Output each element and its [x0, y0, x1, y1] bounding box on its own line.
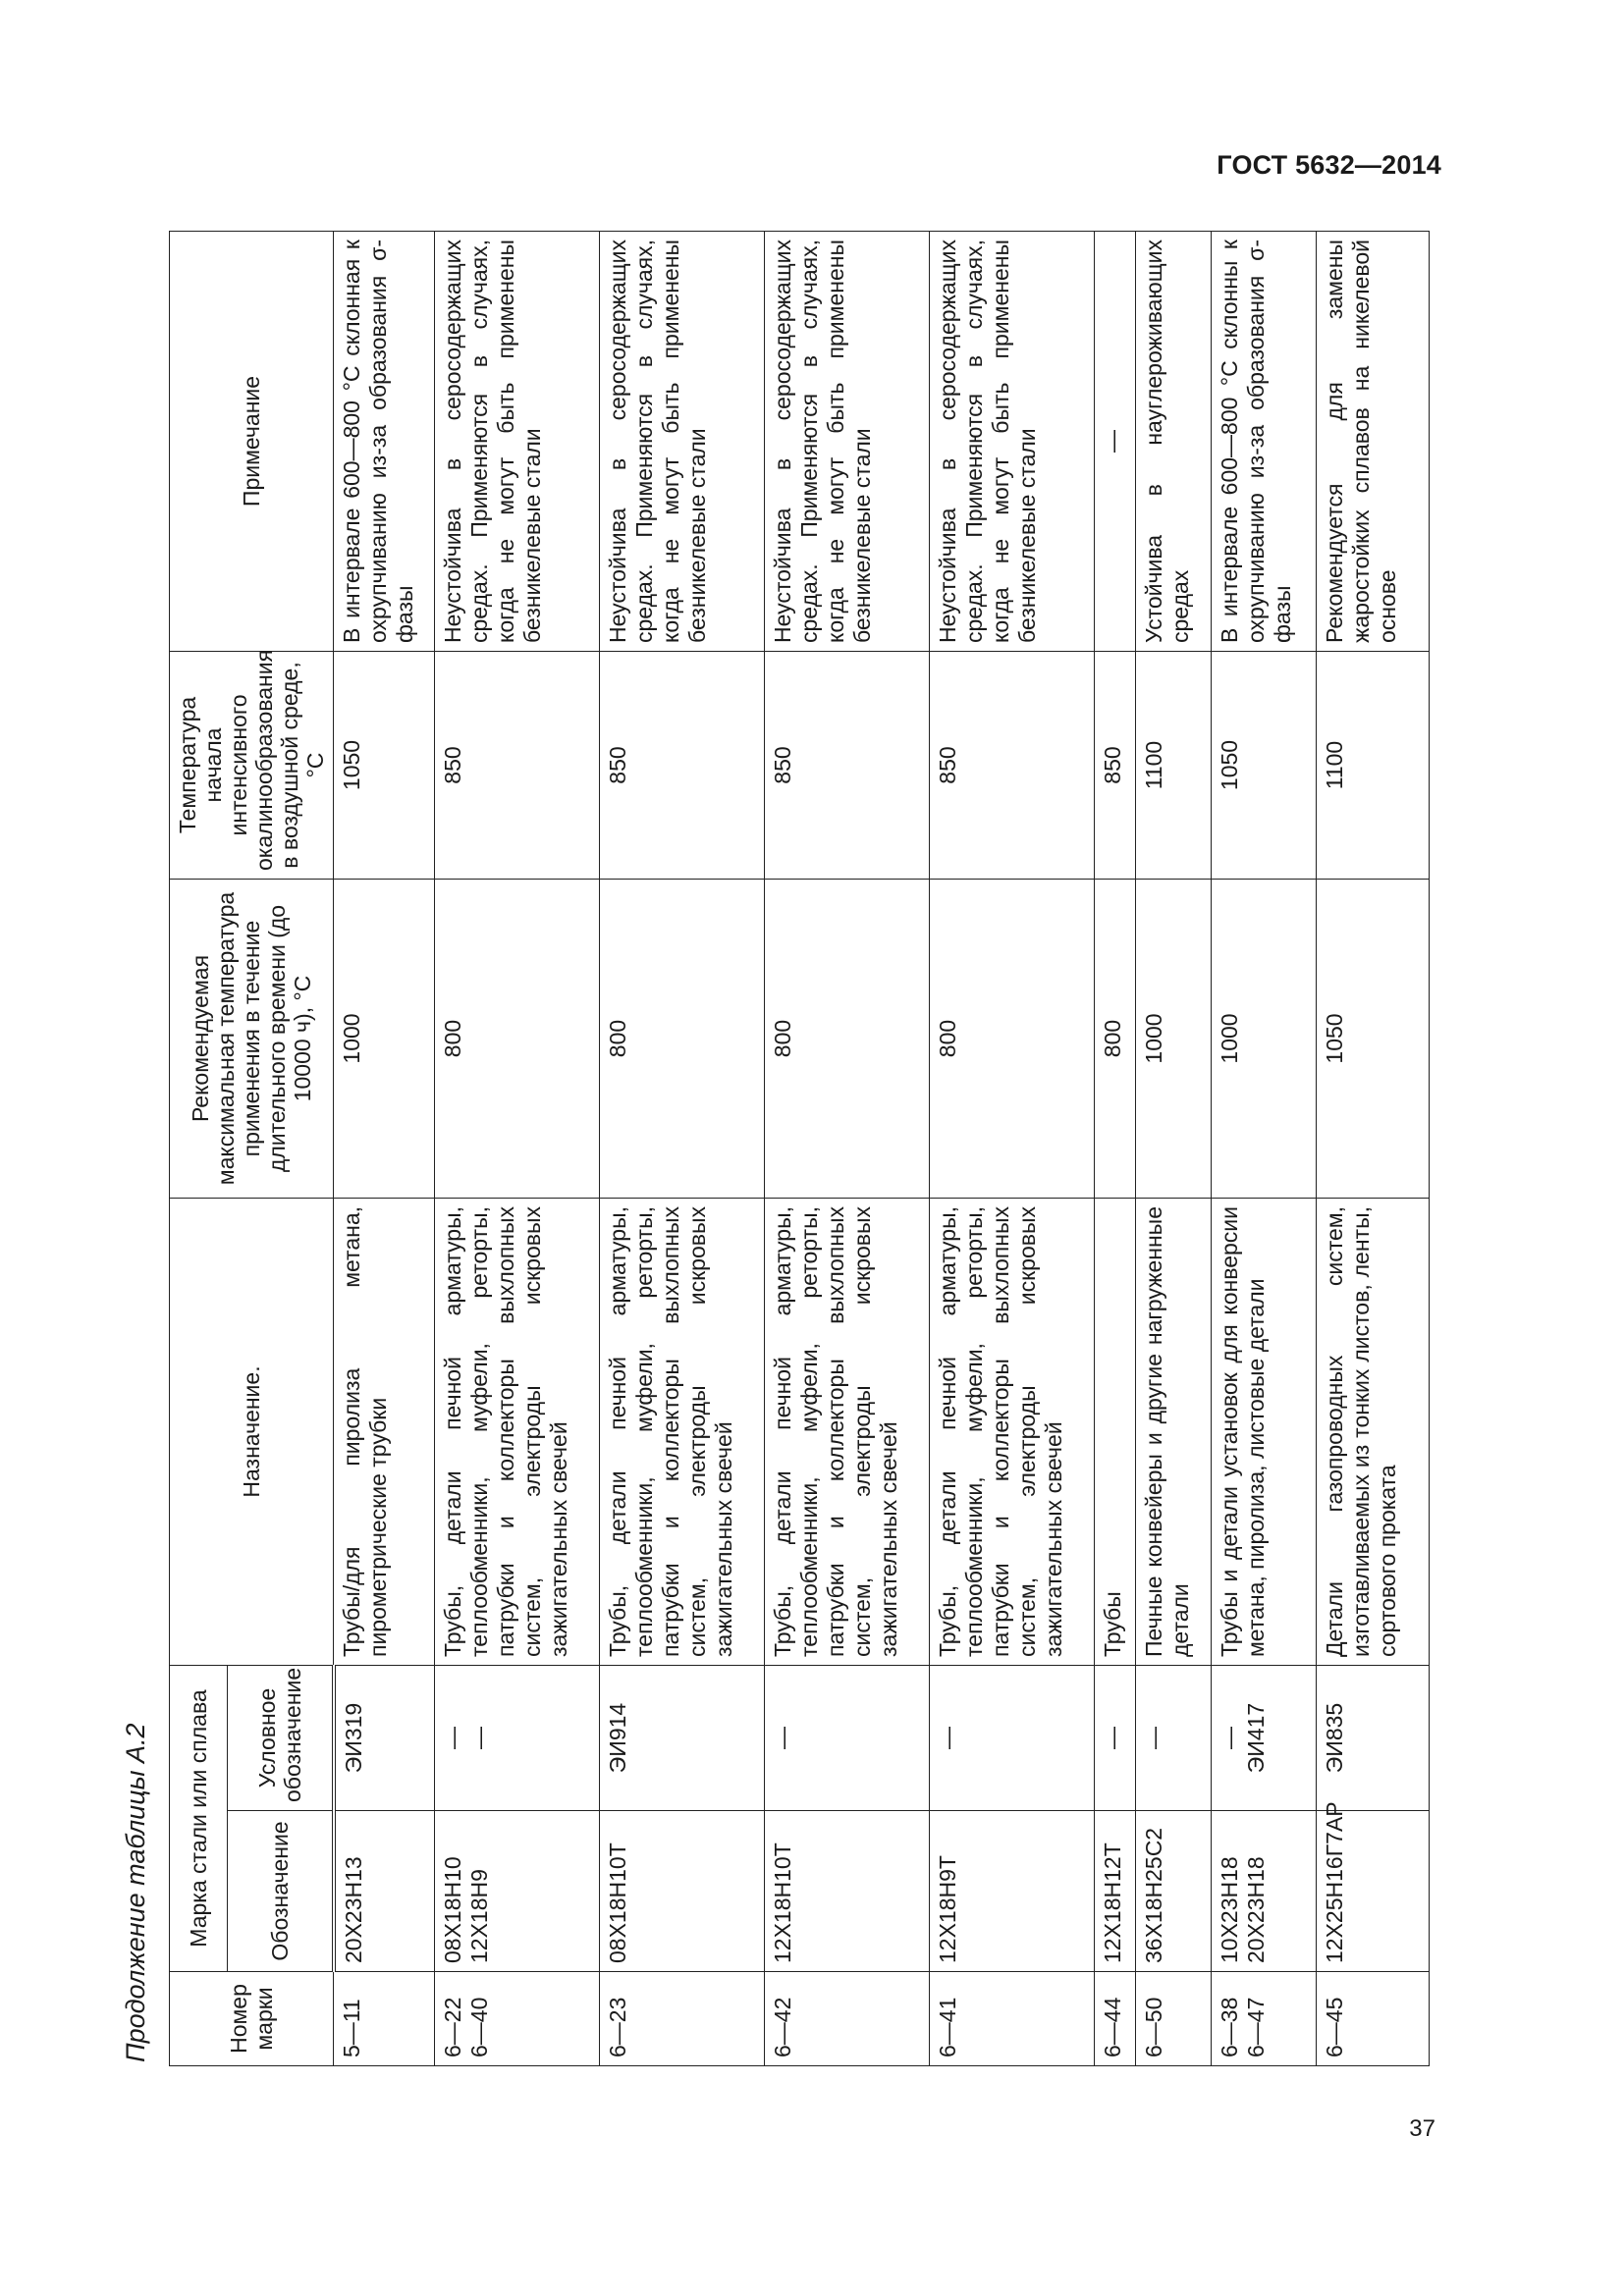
- table-row: [930, 232, 1095, 2066]
- cell-max-temp: 1000: [334, 880, 435, 1199]
- cell-conventional: ЭИ319: [334, 1666, 435, 1811]
- cell-purpose: Трубы/для пиролиза метана, пирометрические трубки: [334, 1199, 435, 1666]
- table-row: [600, 232, 765, 2066]
- cell-number: 6—50: [1136, 1972, 1212, 2066]
- cell-purpose: Трубы, детали печной арматуры, теплообменники, муфели, реторты, патрубки и коллекторы выхлопных систем, электроды искровых зажигательных свечей: [600, 1199, 765, 1666]
- cell-scale-temp: 1100: [1136, 652, 1212, 880]
- cell-conventional: ЭИ835: [1317, 1666, 1430, 1811]
- cell-designation: 10Х23Н18 20Х23Н18: [1212, 1811, 1317, 1972]
- cell-purpose: Трубы и детали установок для конверсии метана, пиролиза, листовые детали: [1212, 1199, 1317, 1666]
- cell-designation: 12Х25Н16Г7АР: [1317, 1811, 1430, 1972]
- cell-note: Рекомендуется для замены жаростойких сплавов на никелевой основе: [1317, 232, 1430, 652]
- cell-note: Устойчива в науглероживающих средах: [1136, 232, 1212, 652]
- cell-designation: 12Х18Н10Т: [765, 1811, 930, 1972]
- cell-note: Неустойчива в серосодержащих средах. Применяются в случаях, когда не могут быть применены безникелевые стали: [435, 232, 600, 652]
- col-header-grade-group: Марка стали или сплава: [170, 1666, 228, 1972]
- cell-purpose: Трубы, детали печной арматуры, теплообменники, муфели, реторты, патрубки и коллекторы выхлопных систем, электроды искровых зажигательных свечей: [765, 1199, 930, 1666]
- cell-note: —: [1095, 232, 1136, 652]
- col-header-designation: Обозначение: [228, 1811, 334, 1972]
- cell-scale-temp: 850: [1095, 652, 1136, 880]
- col-header-purpose: Назначение.: [170, 1199, 334, 1666]
- standard-header: ГОСТ 5632—2014: [1217, 150, 1441, 180]
- cell-note: Неустойчива в серосодержащих средах. Применяются в случаях, когда не могут быть применены безникелевые стали: [600, 232, 765, 652]
- cell-conventional: —: [765, 1666, 930, 1811]
- cell-number: 6—45: [1317, 1972, 1430, 2066]
- col-header-note: Примечание: [170, 232, 334, 652]
- cell-note: В интервале 600—800 °С склонны к охрупчиванию из-за образования σ-фазы: [1212, 232, 1317, 652]
- cell-conventional: —: [1136, 1666, 1212, 1811]
- table-row: [765, 232, 930, 2066]
- cell-max-temp: 800: [435, 880, 600, 1199]
- col-header-conventional: Условное обозначение: [228, 1666, 334, 1811]
- cell-max-temp: 800: [930, 880, 1095, 1199]
- cell-scale-temp: 1050: [334, 652, 435, 880]
- cell-scale-temp: 1050: [1212, 652, 1317, 880]
- cell-purpose: Трубы, детали печной арматуры, теплообменники, муфели, реторты, патрубки и коллекторы выхлопных систем, электроды искровых зажигательных свечей: [930, 1199, 1095, 1666]
- cell-number: 6—42: [765, 1972, 930, 2066]
- cell-number: 5—11: [334, 1972, 435, 2066]
- cell-number: 6—23: [600, 1972, 765, 2066]
- col-header-scale-temp: Температура начала интенсивного окалинообразования в воздушной среде, °С: [170, 652, 334, 880]
- cell-scale-temp: 1100: [1317, 652, 1430, 880]
- cell-note: Неустойчива в серосодержащих средах. Применяются в случаях, когда не могут быть применены безникелевые стали: [765, 232, 930, 652]
- cell-designation: 12Х18Н9Т: [930, 1811, 1095, 1972]
- cell-max-temp: 800: [600, 880, 765, 1199]
- cell-designation: 20Х23Н13: [334, 1811, 435, 1972]
- cell-number: 6—38 6—47: [1212, 1972, 1317, 2066]
- cell-scale-temp: 850: [930, 652, 1095, 880]
- cell-purpose: Печные конвейеры и другие нагруженные детали: [1136, 1199, 1212, 1666]
- cell-purpose: Трубы, детали печной арматуры, теплообменники, муфели, реторты, патрубки и коллекторы выхлопных систем, электроды искровых зажигательных свечей: [435, 1199, 600, 1666]
- col-header-max-temp: Рекомендуемая максимальная температура применения в течение длительного времени (до 10000 ч), °С: [170, 880, 334, 1199]
- page-number: 37: [1409, 2115, 1435, 2142]
- cell-scale-temp: 850: [600, 652, 765, 880]
- cell-number: 6—41: [930, 1972, 1095, 2066]
- col-header-number: Номер марки: [170, 1972, 334, 2066]
- cell-conventional: ЭИ914: [600, 1666, 765, 1811]
- cell-note: Неустойчива в серосодержащих средах. Применяются в случаях, когда не могут быть применены безникелевые стали: [930, 232, 1095, 652]
- table-row: [1317, 232, 1430, 2066]
- cell-conventional: — ЭИ417: [1212, 1666, 1317, 1811]
- rotated-table-block: [108, 232, 1404, 2066]
- table-row: [1095, 232, 1136, 2066]
- cell-number: 6—44: [1095, 1972, 1136, 2066]
- cell-designation: 12Х18Н12Т: [1095, 1811, 1136, 1972]
- cell-max-temp: 800: [765, 880, 930, 1199]
- cell-max-temp: 800: [1095, 880, 1136, 1199]
- steel-grades-table: [169, 231, 1430, 2066]
- cell-designation: 08Х18Н10 12Х18Н9: [435, 1811, 600, 1972]
- cell-purpose: Трубы: [1095, 1199, 1136, 1666]
- cell-max-temp: 1000: [1212, 880, 1317, 1199]
- cell-note: В интервале 600—800 °С склонная к охрупчиванию из-за образования σ-фазы: [334, 232, 435, 652]
- cell-number: 6—22 6—40: [435, 1972, 600, 2066]
- cell-purpose: Детали газопроводных систем, изготавливаемых из тонких листов, ленты, сортового проката: [1317, 1199, 1430, 1666]
- cell-max-temp: 1050: [1317, 880, 1430, 1199]
- cell-conventional: — —: [435, 1666, 600, 1811]
- table-row: [334, 232, 435, 2066]
- cell-designation: 08Х18Н10Т: [600, 1811, 765, 1972]
- cell-max-temp: 1000: [1136, 880, 1212, 1199]
- cell-conventional: —: [930, 1666, 1095, 1811]
- table-caption: Продолжение таблицы А.2: [121, 1723, 150, 2062]
- cell-designation: 36Х18Н25С2: [1136, 1811, 1212, 1972]
- table-row: [1212, 232, 1317, 2066]
- cell-scale-temp: 850: [435, 652, 600, 880]
- cell-scale-temp: 850: [765, 652, 930, 880]
- table-row: [1136, 232, 1212, 2066]
- cell-conventional: —: [1095, 1666, 1136, 1811]
- table-row: [435, 232, 600, 2066]
